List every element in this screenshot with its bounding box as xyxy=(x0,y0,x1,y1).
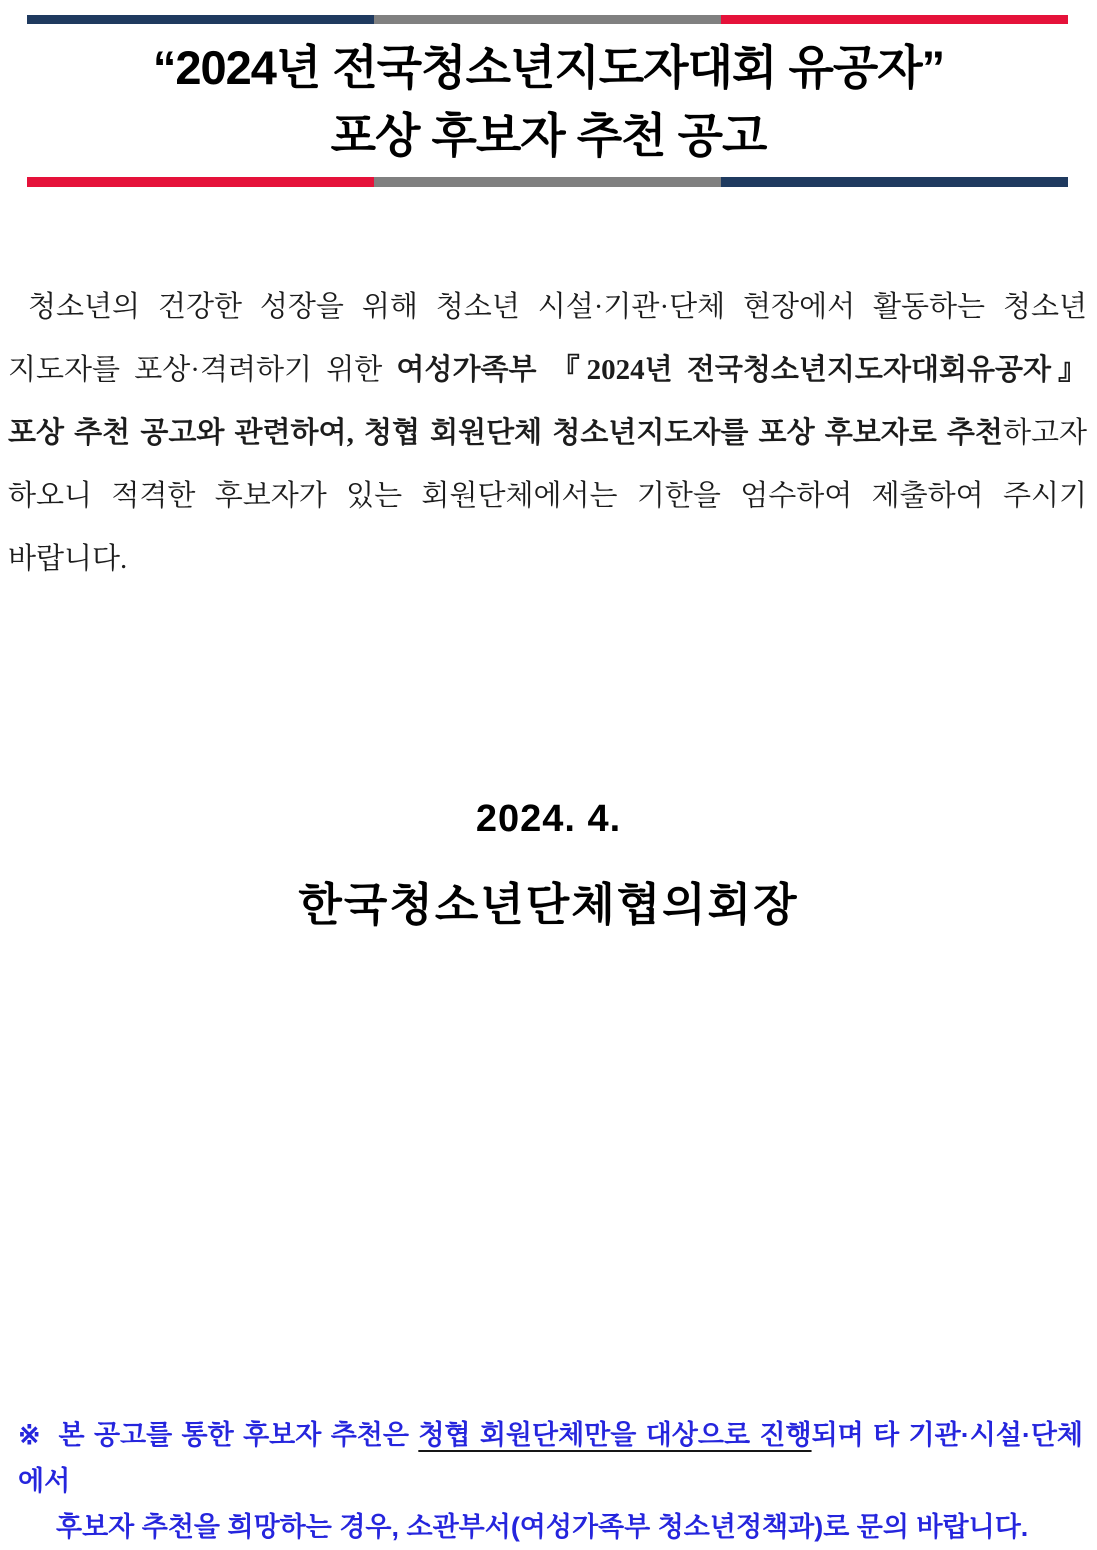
signer-title: 한국청소년단체협의회장 xyxy=(298,879,799,930)
footnote-text-segment: 본 공고를 통한 후보자 추천은 xyxy=(58,1420,419,1450)
title-line-2: 포상 후보자 추천 공고 xyxy=(330,109,767,162)
footnote-text-segment: 되며 타 기관·시설·단체에서 xyxy=(18,1420,1084,1496)
body-line-3 xyxy=(8,402,1087,465)
deco-bar-top xyxy=(27,15,1068,24)
body-text-segment-bold: 여성가족부 『2024년 전국청소년지도자대회유공자』 xyxy=(396,354,1087,386)
body-text-segment: 청소년의 건강한 성장을 위해 청소년 시설·기관·단체 현장에서 활동하는 청소년 xyxy=(28,291,1087,323)
footnote-line-2: 후보자 추천을 희망하는 경우, 소관부서(여성가족부 청소년정책과)로 문의 바랍니다. xyxy=(56,1512,1029,1542)
reference-mark: ※ xyxy=(18,1420,43,1450)
bar-top-segment-red xyxy=(721,15,1068,24)
document-date: 2024. 4. xyxy=(475,798,622,840)
footnote-line-1 xyxy=(18,1412,1083,1504)
body-text-segment: 바랍니다. xyxy=(8,543,128,575)
bar-top-segment-navy xyxy=(27,15,374,24)
body-line-1 xyxy=(8,276,1087,339)
body-line-4 xyxy=(8,465,1087,528)
deco-bar-bottom xyxy=(27,177,1068,187)
title-line-1: “2024년 전국청소년지도자대회 유공자” xyxy=(152,41,945,94)
body-text-segment: 하오니 적격한 후보자가 있는 회원단체에서는 기한을 엄수하여 제출하여 주시기 xyxy=(8,480,1087,512)
body-text-segment-bold: 포상 추천 공고와 관련하여, 청협 회원단체 청소년지도자를 포상 후보자로 추천 xyxy=(8,417,1003,449)
bar-bottom-segment-red xyxy=(27,177,374,187)
body-line-2 xyxy=(8,339,1087,402)
closing-block xyxy=(0,795,1097,933)
footnote xyxy=(18,1412,1083,1550)
bar-bottom-segment-gray xyxy=(374,177,721,187)
bar-bottom-segment-navy xyxy=(721,177,1068,187)
bar-top-segment-gray xyxy=(374,15,721,24)
body-text-segment: 하고자 xyxy=(1002,417,1087,449)
body-paragraph xyxy=(8,276,1087,591)
body-line-5 xyxy=(8,528,1087,591)
document-title xyxy=(0,34,1097,170)
body-text-segment: 지도자를 포상·격려하기 위한 xyxy=(8,354,397,386)
footnote-underlined-segment: 청협 회원단체만을 대상으로 진행 xyxy=(418,1420,812,1450)
